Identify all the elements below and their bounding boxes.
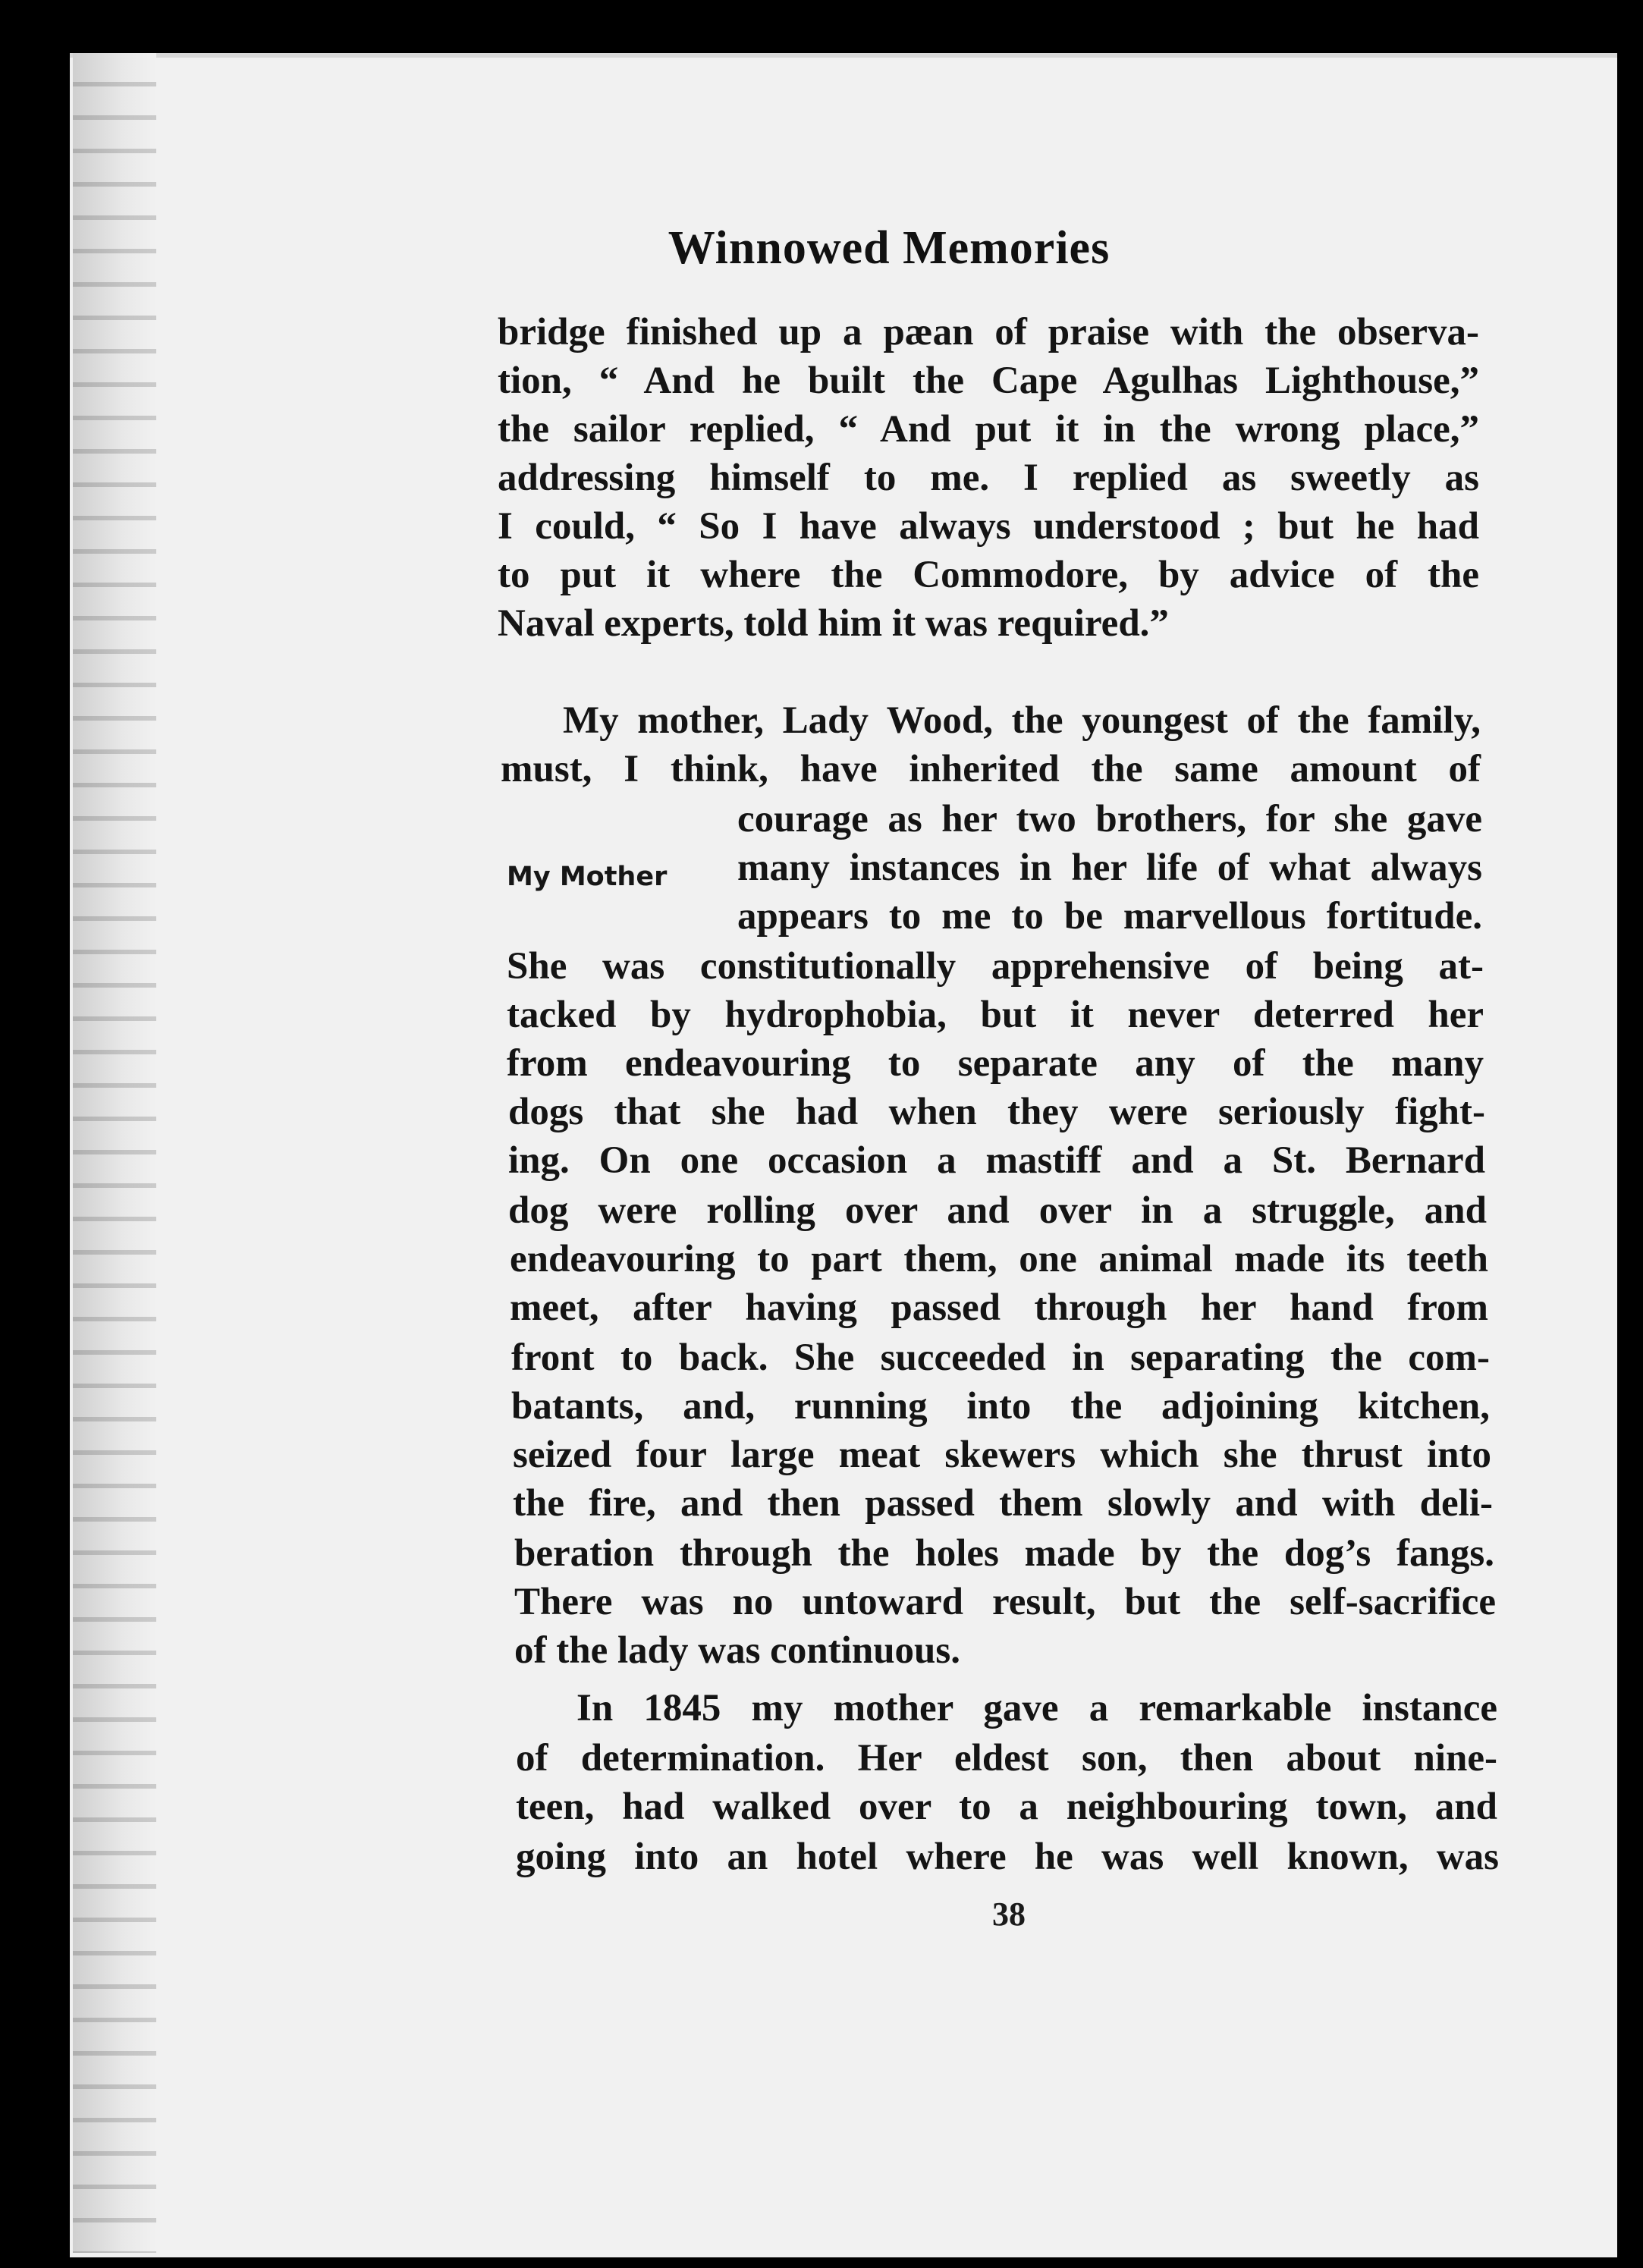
text-line: There was no untoward result, but the self-sacrifice xyxy=(514,1581,1496,1623)
text-line: must, I think, have inherited the same amount of xyxy=(501,748,1481,790)
text-line: tion, “ And he built the Cape Agulhas Lighthouse,” xyxy=(498,360,1479,402)
text-line: of the lady was continuous. xyxy=(514,1629,961,1672)
text-line: addressing himself to me. I replied as sweetly as xyxy=(498,457,1479,499)
text-line: from endeavouring to separate any of the many xyxy=(507,1042,1484,1085)
text-line: dogs that she had when they were seriously fight- xyxy=(508,1091,1485,1133)
text-line: going into an hotel where he was well known, was xyxy=(516,1836,1499,1878)
text-line: She was constitutionally apprehensive of being at- xyxy=(507,945,1484,988)
text-line: ing. On one occasion a mastiff and a St. Bernard xyxy=(508,1139,1485,1182)
text-line: courage as her two brothers, for she gave xyxy=(737,798,1482,840)
text-line: In 1845 my mother gave a remarkable instance xyxy=(576,1687,1497,1729)
text-line: of determination. Her eldest son, then about nine- xyxy=(516,1737,1497,1780)
text-line: the sailor replied, “ And put it in the wrong place,” xyxy=(498,408,1479,451)
text-line: meet, after having passed through her hand from xyxy=(510,1286,1488,1329)
text-line: Naval experts, told him it was required.” xyxy=(498,602,1169,645)
text-line: appears to me to be marvellous fortitude. xyxy=(737,895,1482,938)
text-line: endeavouring to part them, one animal made its teeth xyxy=(510,1238,1488,1280)
text-line: the fire, and then passed them slowly and with deli- xyxy=(513,1482,1493,1525)
page-number: 38 xyxy=(992,1896,1026,1933)
running-head: Winnowed Memories xyxy=(668,222,1111,274)
text-line: front to back. She succeeded in separating the com- xyxy=(511,1337,1490,1379)
margin-note: My Mother xyxy=(507,862,668,892)
page-binding-edge xyxy=(73,53,156,2253)
text-line: I could, “ So I have always understood ; but he had xyxy=(498,505,1479,548)
text-line: batants, and, running into the adjoining kitchen, xyxy=(511,1385,1490,1428)
text-line: My mother, Lady Wood, the youngest of the family, xyxy=(563,699,1481,742)
text-line: dog were rolling over and over in a struggle, and xyxy=(508,1189,1487,1232)
text-line: seized four large meat skewers which she thrust into xyxy=(513,1434,1491,1476)
text-line: teen, had walked over to a neighbouring town, and xyxy=(516,1786,1497,1828)
text-line: to put it where the Commodore, by advice of the xyxy=(498,554,1479,596)
text-line: bridge finished up a pæan of praise with the observa- xyxy=(498,311,1479,353)
text-line: tacked by hydrophobia, but it never deterred her xyxy=(507,994,1484,1036)
text-line: many instances in her life of what always xyxy=(737,847,1482,889)
text-line: beration through the holes made by the dog’s fangs. xyxy=(514,1532,1494,1575)
